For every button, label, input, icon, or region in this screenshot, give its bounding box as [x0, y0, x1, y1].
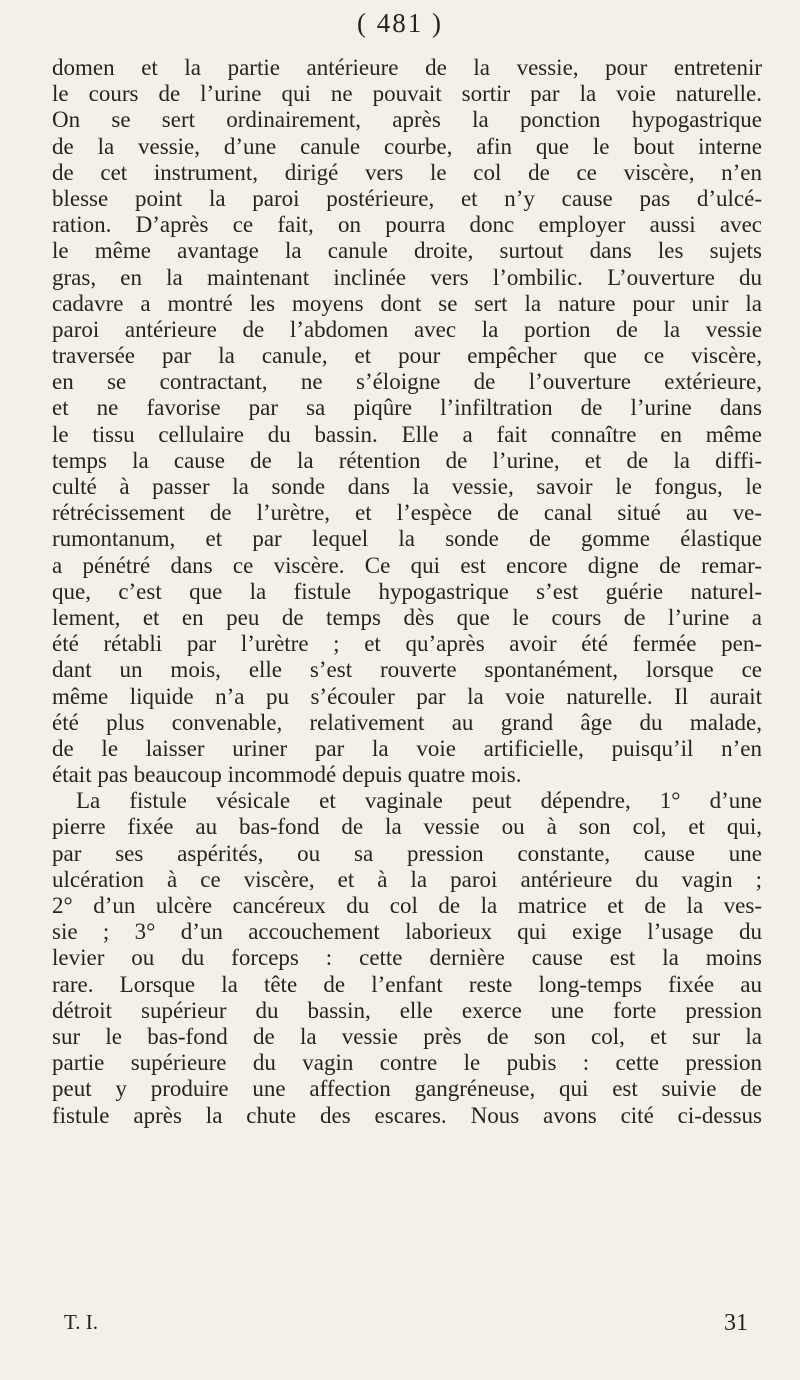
text-line: lement, et en peu de temps dès que le cours de l’urine a [52, 604, 762, 630]
text-line: fistule après la chute des escares. Nous avons cité ci-dessus [52, 1102, 762, 1128]
text-line: rétrécissement de l’urètre, et l’espèce de canal situé au ve- [52, 500, 762, 526]
text-line: dant un mois, elle s’est rouverte spontanément, lorsque ce [52, 657, 762, 683]
text-line: rare. Lorsque la tête de l’enfant reste long-temps fixée au [52, 971, 762, 997]
signature-mark: T. I. [64, 1310, 99, 1334]
text-line: de cet instrument, dirigé vers le col de ce viscère, n’en [52, 159, 762, 185]
text-line: 2° d’un ulcère cancéreux du col de la matrice et de la ves- [52, 893, 762, 918]
text-line: La fistule vésicale et vaginale peut dépendre, 1° d’une [76, 788, 762, 814]
text-line: été rétabli par l’urètre ; et qu’après avoir été fermée pen- [52, 631, 762, 657]
text-line: sie ; 3° d’un accouchement laborieux qui exige l’usage du [52, 919, 762, 945]
text-line: le même avantage la canule droite, surtout dans les sujets [52, 238, 762, 264]
text-line: été plus convenable, relativement au grand âge du malade, [52, 709, 762, 735]
page-number: ( 481 ) [357, 8, 443, 38]
page-footer [52, 1310, 762, 1336]
text-line: ration. D’après ce fait, on pourra donc employer aussi avec [52, 212, 762, 238]
text-line: en se contractant, ne s’éloigne de l’ouverture extérieure, [52, 369, 762, 395]
text-line: de le laisser uriner par la voie artificielle, puisqu’il n’en [52, 735, 762, 761]
text-line: rumontanum, et par lequel la sonde de gomme élastique [52, 526, 762, 552]
text-line: temps la cause de la rétention de l’urine, et de la diffi- [52, 447, 762, 473]
text-line: culté à passer la sonde dans la vessie, savoir le fongus, le [52, 474, 762, 499]
text-line: partie supérieure du vagin contre le pubis : cette pression [52, 1050, 762, 1076]
text-line: le cours de l’urine qui ne pouvait sortir par la voie naturelle. [52, 81, 762, 107]
sheet-number: 31 [724, 1310, 748, 1336]
text-line: cadavre a montré les moyens dont se sert la nature pour unir la [52, 290, 762, 316]
text-line: même liquide n’a pu s’écouler par la voie naturelle. Il aurait [52, 683, 762, 709]
text-line: ulcération à ce viscère, et à la paroi antérieure du vagin ; [52, 866, 762, 892]
text-line: pierre fixée au bas-fond de la vessie ou à son col, et qui, [52, 814, 762, 840]
text-line: a pénétré dans ce viscère. Ce qui est encore digne de remar- [52, 552, 762, 578]
text-line: traversée par la canule, et pour empêcher que ce viscère, [52, 343, 762, 369]
text-line: par ses aspérités, ou sa pression constante, cause une [52, 840, 762, 866]
text-line: On se sert ordinairement, après la ponction hypogastrique [52, 107, 762, 133]
text-line: domen et la partie antérieure de la vessie, pour entretenir [52, 55, 762, 80]
text-line: que, c’est que la fistule hypogastrique s’est guérie naturel- [52, 578, 762, 604]
text-line: le tissu cellulaire du bassin. Elle a fait connaître en même [52, 421, 762, 447]
text-line: levier ou du forceps : cette dernière cause est la moins [52, 945, 762, 971]
body-text [52, 55, 762, 1129]
text-line: de la vessie, d’une canule courbe, afin que le bout interne [52, 133, 762, 159]
text-line: peut y produire une affection gangréneuse, qui est suivie de [52, 1076, 762, 1102]
text-line: détroit supérieur du bassin, elle exerce une forte pression [52, 997, 762, 1023]
text-line: blesse point la paroi postérieure, et n’y cause pas d’ulcé- [52, 185, 762, 211]
text-line: était pas beaucoup incommodé depuis quatre mois. [52, 762, 522, 788]
text-line: gras, en la maintenant inclinée vers l’ombilic. L’ouverture du [52, 264, 762, 290]
text-line: paroi antérieure de l’abdomen avec la portion de la vessie [52, 316, 762, 342]
text-line: et ne favorise par sa piqûre l’infiltration de l’urine dans [52, 395, 762, 421]
text-line: sur le bas-fond de la vessie près de son col, et sur la [52, 1023, 762, 1049]
